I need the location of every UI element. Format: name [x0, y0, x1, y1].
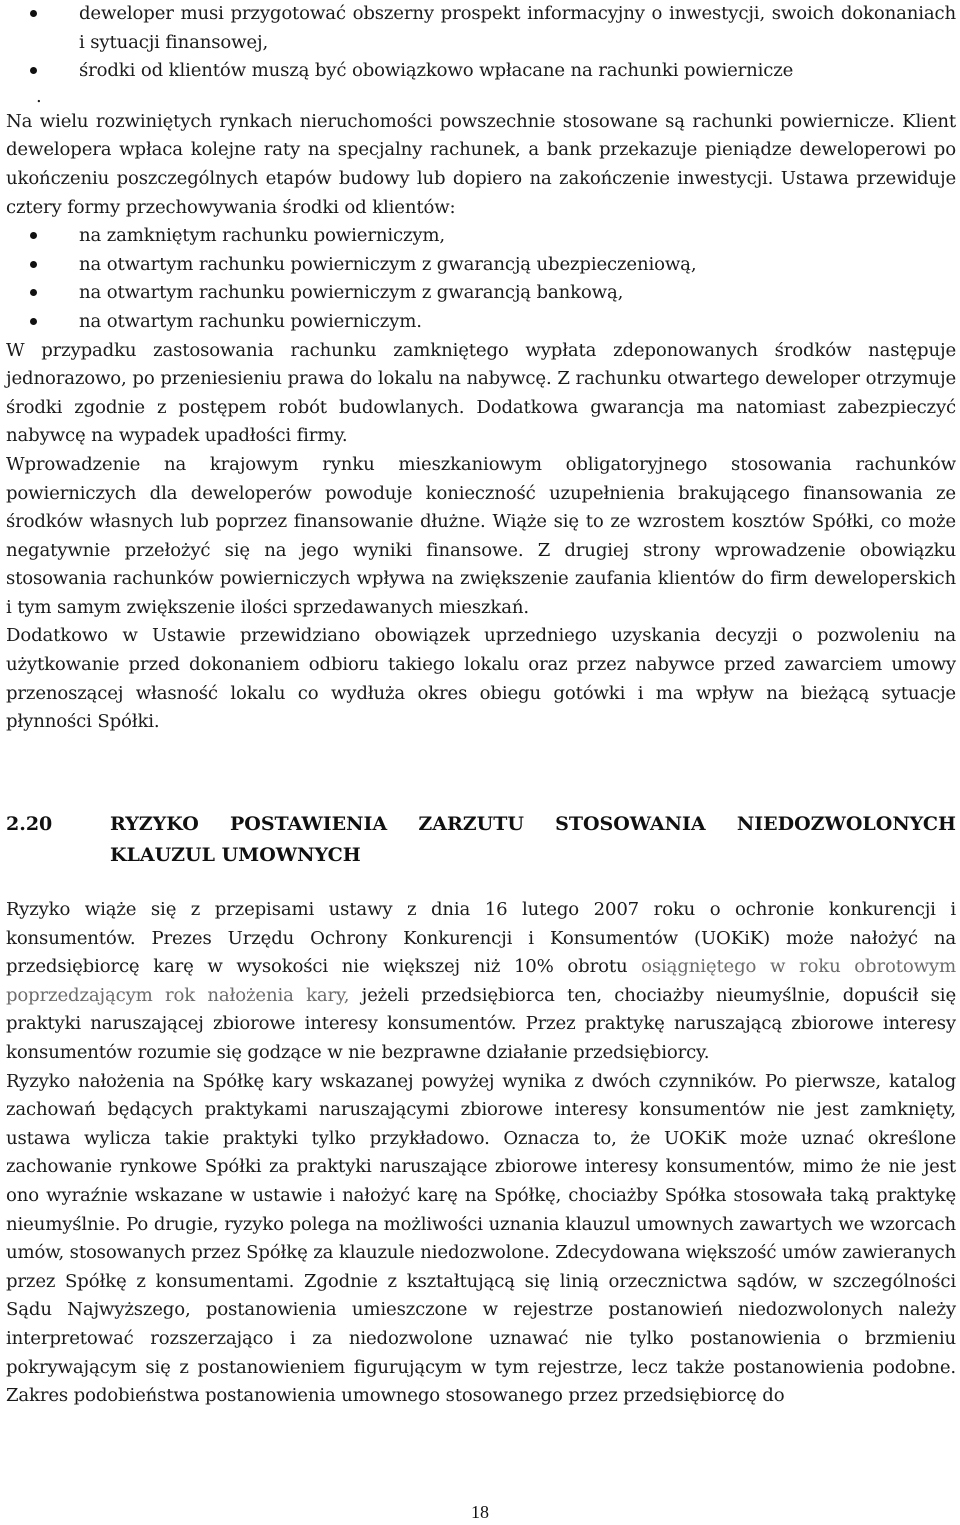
paragraph-closed-account: W przypadku zastosowania rachunku zamkniętego wypłata zdeponowanych środków następuje jednorazowo, po przeniesieniu prawa do lokalu na nabywcę. Z rachunku otwartego deweloper otrzymuje środki zgodnie z postępem robót budowlanych. Dodatkowa gwarancja ma natomiast zabezpieczyć nabywcę na wypadek upadłości firmy.: [6, 339, 956, 447]
document-page: [6, 0, 956, 737]
list-item: na otwartym rachunku powierniczym z gwarancją bankową,: [6, 279, 956, 308]
list-item: na zamkniętym rachunku powierniczym,: [6, 222, 956, 251]
paragraph-permit: Dodatkowo w Ustawie przewidziano obowiązek uprzedniego uzyskania decyzji o pozwoleniu na użytkowanie przed dokonaniem odbioru takiego lokalu oraz przez nabywce przed zawarciem umowy przenoszącej własność lokalu co wydłuża okres obiegu gotówki i ma wpływ na bieżącą sytuacje płynności Spółki.: [6, 625, 956, 733]
paragraph-uokik-part1: Ryzyko wiąże się z przepisami ustawy z dnia 16 lutego 2007 roku o ochronie konkurencji i konsumentów. Prezes Urzędu Ochrony Konkurencji i Konsumentów (UOKiK) może nałożyć na przedsiębiorcę karę w wysokości nie większej niż 10% obrotu: [6, 899, 956, 978]
section-title: RYZYKO POSTAWIENIA ZARZUTU STOSOWANIA NIEDOZWOLONYCH KLAUZUL UMOWNYCH: [110, 813, 956, 866]
stray-dot: .: [36, 85, 42, 107]
paragraph-mandatory-accounts: Wprowadzenie na krajowym rynku mieszkaniowym obligatoryjnego stosowania rachunków powierniczych dla deweloperów powoduje konieczność uzupełnienia brakującego finansowania ze środków własnych lub poprzez finansowanie dłużne. Wiąże się to ze wzrostem kosztów Spółki, co może negatywnie przełożyć się na jego wyniki finansowe. Z drugiej strony wprowadzenie obowiązku stosowania rachunków powierniczych wpływa na zwiększenie zaufania klientów do firm deweloperskich i tym samym zwiększenie ilości sprzedawanych mieszkań.: [6, 453, 956, 618]
section-heading: [6, 809, 956, 871]
paragraph-uokik: [6, 896, 956, 1068]
page-number: 18: [471, 1502, 489, 1522]
paragraph-penalty-risk: Ryzyko nałożenia na Spółkę kary wskazanej powyżej wynika z dwóch czynników. Po pierwsze, katalog zachowań będących praktykami naruszającymi zbiorowe interesy konsumentów nie jest zamknięty, ustawa wylicza takie praktyki tylko przykładowo. Oznacza to, że UOKiK może uznać określone zachowanie rynkowe Spółki za praktyki naruszające zbiorowe interesy konsumentów, mimo że nie jest ono wyraźnie wskazane w ustawie i nałożyć karę na Spółkę, chociażby Spółka stosowała taką praktykę nieumyślnie. Po drugie, ryzyko polega na możliwości uznania klauzul umownych zawartych we wzorcach umów, stosowanych przez Spółkę za klauzule niedozwolone. Zdecydowana większość umów zawieranych przez Spółkę z konsumentami. Zgodnie z kształtującą się linią orzecznictwa sądów, w szczególności Sądu Najwyższego, postanowienia umieszczone w rejestrze postanowień niedozwolonych należy interpretować rozszerzająco i za niedozwolone uznawać nie tylko postanowienia o brzmieniu pokrywającym się z postanowieniem figurującym w tym rejestrze, lecz także postanowienia podobne. Zakres podobieństwa postanowienia umownego stosowanego przez przedsiębiorcę do: [6, 1070, 956, 1407]
paragraph-uokik-highlight: osiągniętego w roku obrotowym poprzedzającym rok nałożenia kary,: [6, 956, 956, 1006]
requirements-list: [6, 0, 956, 86]
account-forms-list: [6, 222, 956, 336]
paragraph-uokik-part2: jeżeli przedsiębiorca ten, chociażby nieumyślnie, dopuścił się praktyki naruszającej zbiorowe interesy konsumentów. Przez praktykę naruszającą zbiorowe interesy konsumentów rozumie się godzące w nie bezprawne działanie przedsiębiorcy.: [6, 984, 956, 1063]
paragraph-trust-accounts: Na wielu rozwiniętych rynkach nieruchomości powszechnie stosowane są rachunki powiernicze. Klient dewelopera wpłaca kolejne raty na specjalny rachunek, a bank przekazuje pieniądze deweloperowi po ukończeniu poszczególnych etapów budowy lub dopiero na zakończenie inwestycji. Ustawa przewiduje cztery formy przechowywania środki od klientów:: [6, 110, 956, 218]
list-item: na otwartym rachunku powierniczym.: [6, 308, 956, 337]
list-item: deweloper musi przygotować obszerny prospekt informacyjny o inwestycji, swoich dokonaniach i sytuacji finansowej,: [6, 0, 956, 57]
list-item: na otwartym rachunku powierniczym z gwarancją ubezpieczeniową,: [6, 251, 956, 280]
section-number: 2.20: [6, 813, 53, 835]
section-body: [6, 896, 956, 1411]
list-item: środki od klientów muszą być obowiązkowo wpłacane na rachunki powiernicze: [6, 57, 956, 86]
